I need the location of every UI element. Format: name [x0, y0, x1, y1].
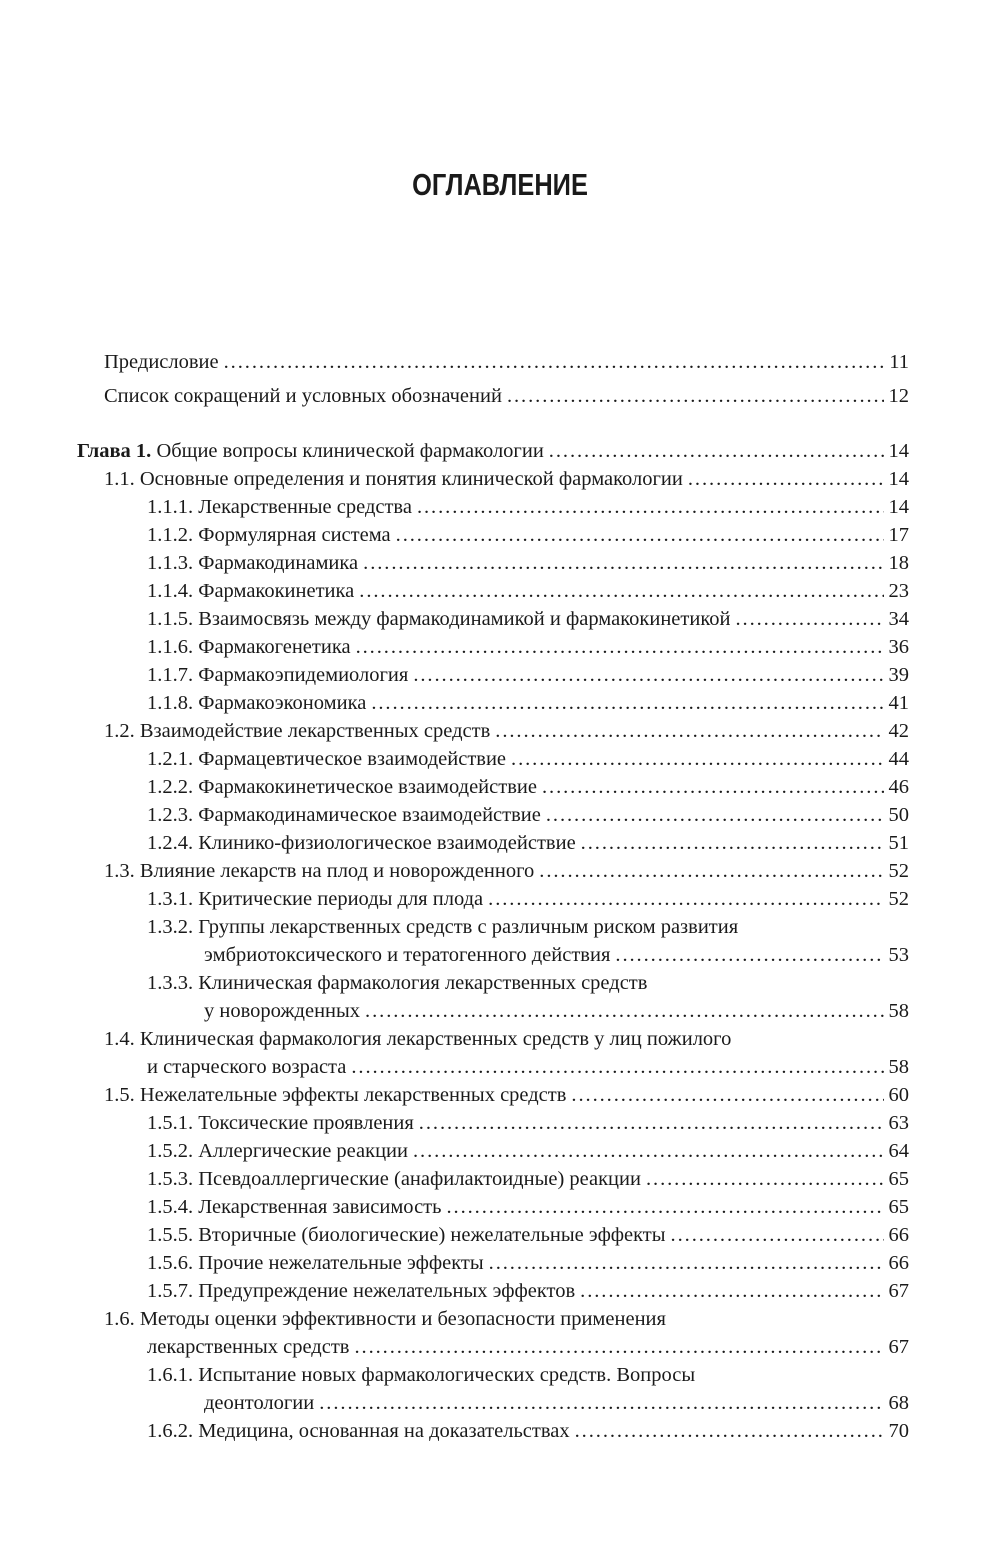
toc-entry-label: 1.1.8. Фармакоэкономика — [147, 692, 367, 714]
toc-entry-label: 1.6.2. Медицина, основанная на доказательствах — [147, 1420, 570, 1442]
toc-leader-dots — [413, 1137, 884, 1165]
toc-page-number: 36 — [888, 636, 909, 658]
toc-leader-dots — [413, 661, 883, 689]
toc-entry-label-cont: лекарственных средств — [147, 1336, 350, 1358]
toc-leader-dots — [671, 1221, 884, 1249]
toc-entry-label: 1.2.1. Фармацевтическое взаимодействие — [147, 748, 507, 770]
toc-entry-label: 1.4. Клиническая фармакология лекарственных средств у лиц пожилого — [104, 1028, 732, 1050]
toc-leader-dots — [571, 1081, 883, 1109]
toc-leader-dots — [354, 1333, 883, 1361]
toc-entry-1-2-3[interactable] — [0, 801, 1000, 829]
toc-entry-1-6-line2[interactable] — [0, 1333, 1000, 1361]
toc-leader-dots — [581, 829, 884, 857]
toc-leader-dots — [511, 745, 883, 773]
toc-page-number: 50 — [888, 804, 909, 826]
toc-entry-label: 1.5.1. Токсические проявления — [147, 1112, 414, 1134]
toc-entry-label-cont: у новорожденных — [204, 1000, 361, 1022]
toc-entry-1-1-2[interactable] — [0, 521, 1000, 549]
toc-leader-dots — [688, 465, 884, 493]
toc-leader-dots — [371, 689, 883, 717]
toc-entry-label: 1.2.4. Клинико-физиологическое взаимодействие — [147, 832, 576, 854]
toc-page-number: 41 — [888, 692, 909, 714]
toc-page-number: 18 — [888, 552, 909, 574]
toc-entry-label: 1.1.5. Взаимосвязь между фармакодинамикой и фармакокинетикой — [147, 608, 731, 630]
toc-entry-1-5-3[interactable] — [0, 1165, 1000, 1193]
toc-leader-dots — [575, 1417, 884, 1445]
toc-entry-1-5-7[interactable] — [0, 1277, 1000, 1305]
toc-entry-1-4-line2[interactable] — [0, 1053, 1000, 1081]
toc-entry-chapter-1[interactable] — [0, 437, 1000, 465]
toc-page-number: 42 — [888, 720, 909, 742]
toc-entry-label: 1.3.2. Группы лекарственных средств с различным риском развития — [147, 916, 739, 938]
page-title: ОГЛАВЛЕНИЕ — [412, 167, 588, 202]
toc-entry-label: Предисловие — [104, 351, 219, 373]
toc-page-number: 51 — [888, 832, 909, 854]
toc-entry-1-4-line1[interactable] — [0, 1025, 1000, 1053]
toc-entry-label: 1.3.1. Критические периоды для плода — [147, 888, 484, 910]
toc-entry-1-5[interactable] — [0, 1081, 1000, 1109]
toc-entry-1-1[interactable] — [0, 465, 1000, 493]
toc-entry-1-1-8[interactable] — [0, 689, 1000, 717]
toc-page-number: 12 — [888, 385, 909, 407]
toc-leader-dots — [396, 521, 884, 549]
toc-entry-1-3-1[interactable] — [0, 885, 1000, 913]
toc-entry-label: 1.1.2. Формулярная система — [147, 524, 391, 546]
toc-page-number: 63 — [888, 1112, 909, 1134]
toc-page-number: 60 — [888, 1084, 909, 1106]
toc-leader-dots — [539, 857, 883, 885]
toc-page-number: 39 — [888, 664, 909, 686]
toc-page-number: 65 — [888, 1168, 909, 1190]
toc-entry-1-2-2[interactable] — [0, 773, 1000, 801]
toc-entry-1-2[interactable] — [0, 717, 1000, 745]
toc-leader-dots — [646, 1165, 884, 1193]
toc-entry-1-5-5[interactable] — [0, 1221, 1000, 1249]
toc-leader-dots — [419, 1109, 884, 1137]
toc-entry-label: 1.6. Методы оценки эффективности и безопасности применения — [104, 1308, 666, 1330]
toc-entry-1-2-4[interactable] — [0, 829, 1000, 857]
toc-leader-dots — [359, 577, 883, 605]
toc-entry-label-cont: эмбриотоксического и тератогенного действия — [204, 944, 611, 966]
toc-entry-label: 1.6.1. Испытание новых фармакологических средств. Вопросы — [147, 1364, 696, 1386]
toc-entry-label: 1.2.2. Фармакокинетическое взаимодействие — [147, 776, 537, 798]
toc-entry-label: Список сокращений и условных обозначений — [104, 385, 502, 407]
toc-entry-label: Глава 1. Общие вопросы клинической фармакологии — [77, 440, 544, 462]
toc-page-number: 66 — [888, 1252, 909, 1274]
toc-entry-label: 1.5. Нежелательные эффекты лекарственных средств — [104, 1084, 567, 1106]
toc-entry-1-6-2[interactable] — [0, 1417, 1000, 1445]
toc-entry-1-6-1-line2[interactable] — [0, 1389, 1000, 1417]
toc-leader-dots — [446, 1193, 883, 1221]
toc-entry-1-3-3-line2[interactable] — [0, 997, 1000, 1025]
toc-leader-dots — [351, 1053, 883, 1081]
toc-entry-1-5-4[interactable] — [0, 1193, 1000, 1221]
toc-leader-dots — [542, 773, 884, 801]
toc-entry-label: 1.3.3. Клиническая фармакология лекарственных средств — [147, 972, 648, 994]
toc-leader-dots — [580, 1277, 883, 1305]
toc-leader-dots — [546, 801, 884, 829]
toc-entry-label: 1.1. Основные определения и понятия клинической фармакологии — [104, 468, 683, 490]
toc-entry-label: 1.5.6. Прочие нежелательные эффекты — [147, 1252, 484, 1274]
toc-entry-label: 1.5.7. Предупреждение нежелательных эффектов — [147, 1280, 576, 1302]
toc-leader-dots — [363, 549, 883, 577]
toc-entry-1-3[interactable] — [0, 857, 1000, 885]
toc-page-number: 52 — [888, 888, 909, 910]
toc-leader-dots — [417, 493, 884, 521]
toc-page-number: 70 — [888, 1420, 909, 1442]
toc-entry-label: 1.1.4. Фармакокинетика — [147, 580, 355, 602]
toc-entry-1-1-7[interactable] — [0, 661, 1000, 689]
toc-entry-label: 1.2.3. Фармакодинамическое взаимодействие — [147, 804, 541, 826]
toc-page-number: 66 — [888, 1224, 909, 1246]
toc-entry-abbreviations[interactable] — [0, 382, 1000, 410]
toc-entry-1-1-4[interactable] — [0, 577, 1000, 605]
toc-entry-1-5-6[interactable] — [0, 1249, 1000, 1277]
toc-page-number: 17 — [888, 524, 909, 546]
toc-entry-label-cont: и старческого возраста — [147, 1056, 347, 1078]
toc-entry-1-5-2[interactable] — [0, 1137, 1000, 1165]
toc-entry-label: 1.5.4. Лекарственная зависимость — [147, 1196, 442, 1218]
toc-page-number: 52 — [888, 860, 909, 882]
toc-page-number: 58 — [888, 1000, 909, 1022]
toc-leader-dots — [495, 717, 883, 745]
toc-page-number: 67 — [888, 1280, 909, 1302]
toc-entry-label: 1.1.3. Фармакодинамика — [147, 552, 359, 574]
toc-entry-label: 1.5.2. Аллергические реакции — [147, 1140, 408, 1162]
toc-leader-dots — [356, 633, 884, 661]
toc-entry-label: 1.3. Влияние лекарств на плод и новорожденного — [104, 860, 535, 882]
toc-leader-dots — [319, 1389, 883, 1417]
toc-entry-1-1-1[interactable] — [0, 493, 1000, 521]
toc-entry-label: 1.1.6. Фармакогенетика — [147, 636, 351, 658]
toc-entry-preface[interactable] — [0, 348, 1000, 376]
toc-leader-dots — [615, 941, 883, 969]
toc-page-number: 46 — [888, 776, 909, 798]
toc-leader-dots — [549, 437, 884, 465]
toc-page-number: 65 — [888, 1196, 909, 1218]
toc-leader-dots — [735, 605, 883, 633]
toc-page-number: 44 — [888, 748, 909, 770]
toc-entry-1-6-1-line1[interactable] — [0, 1361, 1000, 1389]
toc-entry-label-cont: деонтологии — [204, 1392, 315, 1414]
toc-entry-label: 1.5.5. Вторичные (биологические) нежелательные эффекты — [147, 1224, 666, 1246]
toc-entry-1-5-1[interactable] — [0, 1109, 1000, 1137]
toc-entry-label: 1.5.3. Псевдоаллергические (анафилактоидные) реакции — [147, 1168, 641, 1190]
toc-page-number: 23 — [888, 580, 909, 602]
toc-page-number: 14 — [888, 468, 909, 490]
toc-entry-1-3-2-line2[interactable] — [0, 941, 1000, 969]
toc-entry-1-2-1[interactable] — [0, 745, 1000, 773]
toc-entry-1-1-5[interactable] — [0, 605, 1000, 633]
toc-page-number: 53 — [888, 944, 909, 966]
toc-entry-1-1-6[interactable] — [0, 633, 1000, 661]
toc-leader-dots — [488, 885, 883, 913]
toc-leader-dots — [224, 348, 885, 376]
toc-page-number: 14 — [888, 440, 909, 462]
toc-leader-dots — [507, 382, 884, 410]
toc-entry-label: 1.1.1. Лекарственные средства — [147, 496, 412, 518]
toc-page-number: 67 — [888, 1336, 909, 1358]
toc-page-number: 14 — [888, 496, 909, 518]
toc-entry-1-3-2-line1[interactable] — [0, 913, 1000, 941]
toc-entry-label: 1.1.7. Фармакоэпидемиология — [147, 664, 409, 686]
toc-page-number: 11 — [889, 351, 909, 373]
toc-page-number: 64 — [888, 1140, 909, 1162]
toc-page-number: 68 — [888, 1392, 909, 1414]
toc-page-number: 34 — [888, 608, 909, 630]
toc-leader-dots — [489, 1249, 884, 1277]
toc-entry-label: 1.2. Взаимодействие лекарственных средств — [104, 720, 491, 742]
chapter-label: Глава 1. — [77, 440, 152, 462]
toc-entry-1-6-line1[interactable] — [0, 1305, 1000, 1333]
toc-entry-1-3-3-line1[interactable] — [0, 969, 1000, 997]
toc-page-number: 58 — [888, 1056, 909, 1078]
toc-leader-dots — [365, 997, 883, 1025]
toc-entry-1-1-3[interactable] — [0, 549, 1000, 577]
